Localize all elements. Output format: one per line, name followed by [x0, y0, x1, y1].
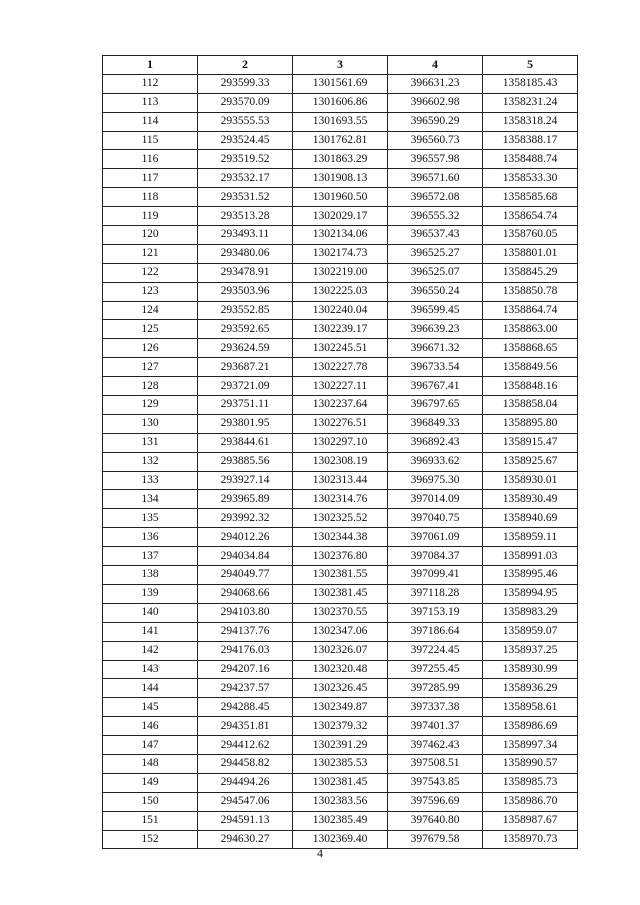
table-cell: 1358997.34 — [483, 736, 578, 755]
table-cell: 1302227.78 — [293, 358, 388, 377]
table-cell: 1358983.29 — [483, 603, 578, 622]
table-cell: 294176.03 — [198, 641, 293, 660]
table-cell: 1358925.67 — [483, 452, 578, 471]
table-cell: 396797.65 — [388, 396, 483, 415]
table-cell: 397596.69 — [388, 792, 483, 811]
table-cell: 1358990.57 — [483, 754, 578, 773]
table-row — [103, 112, 578, 131]
table-row — [103, 736, 578, 755]
table-cell: 1358849.56 — [483, 358, 578, 377]
table-cell: 293493.11 — [198, 226, 293, 245]
table-cell: 396975.30 — [388, 471, 483, 490]
table-cell: 397099.41 — [388, 566, 483, 585]
table-cell: 1358864.74 — [483, 301, 578, 320]
table-cell: 397224.45 — [388, 641, 483, 660]
table-row — [103, 131, 578, 150]
table-row — [103, 263, 578, 282]
table-cell: 1302379.32 — [293, 717, 388, 736]
table-cell: 1358585.68 — [483, 188, 578, 207]
table-cell: 294458.82 — [198, 754, 293, 773]
table-cell: 293570.09 — [198, 93, 293, 112]
table-cell: 143 — [103, 660, 198, 679]
table-row — [103, 811, 578, 830]
table-cell: 1358987.67 — [483, 811, 578, 830]
table-cell: 1301908.13 — [293, 169, 388, 188]
table-cell: 1302370.55 — [293, 603, 388, 622]
table-cell: 1302237.64 — [293, 396, 388, 415]
table-body — [103, 74, 578, 849]
table-cell: 1301693.55 — [293, 112, 388, 131]
table-cell: 293992.32 — [198, 509, 293, 528]
table-row — [103, 339, 578, 358]
table-header — [103, 56, 578, 75]
table-cell: 294049.77 — [198, 566, 293, 585]
table-row — [103, 509, 578, 528]
table-cell: 293532.17 — [198, 169, 293, 188]
table-cell: 397153.19 — [388, 603, 483, 622]
table-row — [103, 660, 578, 679]
table-cell: 129 — [103, 396, 198, 415]
table-cell: 135 — [103, 509, 198, 528]
table-cell: 293513.28 — [198, 207, 293, 226]
table-cell: 1302376.80 — [293, 547, 388, 566]
table-cell: 293885.56 — [198, 452, 293, 471]
table-row — [103, 754, 578, 773]
table-cell: 1358970.73 — [483, 830, 578, 849]
table-row — [103, 566, 578, 585]
table-cell: 396599.45 — [388, 301, 483, 320]
table-cell: 396572.08 — [388, 188, 483, 207]
table-cell: 1302383.56 — [293, 792, 388, 811]
table-cell: 293624.59 — [198, 339, 293, 358]
table-cell: 139 — [103, 584, 198, 603]
table-cell: 117 — [103, 169, 198, 188]
table-cell: 151 — [103, 811, 198, 830]
table-cell: 397640.80 — [388, 811, 483, 830]
table-row — [103, 169, 578, 188]
table-cell: 1301561.69 — [293, 74, 388, 93]
table-cell: 1358845.29 — [483, 263, 578, 282]
table-row — [103, 320, 578, 339]
table-cell: 1302029.17 — [293, 207, 388, 226]
table-cell: 293721.09 — [198, 377, 293, 396]
column-header-2: 2 — [198, 56, 293, 75]
table-cell: 1302314.76 — [293, 490, 388, 509]
table-cell: 1358858.04 — [483, 396, 578, 415]
table-cell: 397061.09 — [388, 528, 483, 547]
table-cell: 125 — [103, 320, 198, 339]
table-cell: 1302381.45 — [293, 773, 388, 792]
table-row — [103, 679, 578, 698]
table-cell: 1358915.47 — [483, 433, 578, 452]
table-row — [103, 433, 578, 452]
table-cell: 396639.23 — [388, 320, 483, 339]
table-cell: 294207.16 — [198, 660, 293, 679]
table-cell: 1358930.01 — [483, 471, 578, 490]
table-cell: 1302313.44 — [293, 471, 388, 490]
table-cell: 1302227.11 — [293, 377, 388, 396]
table-cell: 294012.26 — [198, 528, 293, 547]
table-cell: 137 — [103, 547, 198, 566]
table-cell: 1358994.95 — [483, 584, 578, 603]
table-cell: 397462.43 — [388, 736, 483, 755]
table-cell: 396767.41 — [388, 377, 483, 396]
table-cell: 293801.95 — [198, 414, 293, 433]
table-cell: 396557.98 — [388, 150, 483, 169]
table-cell: 396631.23 — [388, 74, 483, 93]
table-cell: 1302325.52 — [293, 509, 388, 528]
table-cell: 1358654.74 — [483, 207, 578, 226]
table-cell: 145 — [103, 698, 198, 717]
table-cell: 294288.45 — [198, 698, 293, 717]
table-cell: 128 — [103, 377, 198, 396]
table-cell: 138 — [103, 566, 198, 585]
table-cell: 114 — [103, 112, 198, 131]
table-cell: 1358985.73 — [483, 773, 578, 792]
table-cell: 1358850.78 — [483, 282, 578, 301]
table-row — [103, 641, 578, 660]
table-row — [103, 188, 578, 207]
table-cell: 1302134.06 — [293, 226, 388, 245]
table-cell: 1302369.40 — [293, 830, 388, 849]
table-cell: 396537.43 — [388, 226, 483, 245]
table-row — [103, 452, 578, 471]
column-header-3: 3 — [293, 56, 388, 75]
table-cell: 293503.96 — [198, 282, 293, 301]
table-cell: 1302174.73 — [293, 244, 388, 263]
table-cell: 294351.81 — [198, 717, 293, 736]
table-cell: 293478.91 — [198, 263, 293, 282]
table-cell: 396849.33 — [388, 414, 483, 433]
table-cell: 136 — [103, 528, 198, 547]
table-cell: 1302385.49 — [293, 811, 388, 830]
table-cell: 396525.27 — [388, 244, 483, 263]
table-cell: 397337.38 — [388, 698, 483, 717]
table-cell: 1358986.70 — [483, 792, 578, 811]
table-cell: 121 — [103, 244, 198, 263]
table-cell: 293844.61 — [198, 433, 293, 452]
table-cell: 294103.80 — [198, 603, 293, 622]
table-cell: 124 — [103, 301, 198, 320]
table-cell: 397255.45 — [388, 660, 483, 679]
table-cell: 396560.73 — [388, 131, 483, 150]
table-row — [103, 622, 578, 641]
table-cell: 132 — [103, 452, 198, 471]
table-row — [103, 414, 578, 433]
coordinates-table — [102, 55, 578, 849]
table-cell: 397508.51 — [388, 754, 483, 773]
table-cell: 294591.13 — [198, 811, 293, 830]
table-row — [103, 528, 578, 547]
table-cell: 113 — [103, 93, 198, 112]
table-row — [103, 584, 578, 603]
table-cell: 149 — [103, 773, 198, 792]
table-cell: 397401.37 — [388, 717, 483, 736]
table-cell: 1302385.53 — [293, 754, 388, 773]
table-cell: 293519.52 — [198, 150, 293, 169]
column-header-1: 1 — [103, 56, 198, 75]
table-row — [103, 244, 578, 263]
table-row — [103, 773, 578, 792]
table-cell: 293524.45 — [198, 131, 293, 150]
column-header-4: 4 — [388, 56, 483, 75]
table-cell: 293555.53 — [198, 112, 293, 131]
table-cell: 1302320.48 — [293, 660, 388, 679]
table-cell: 1302219.00 — [293, 263, 388, 282]
table-cell: 147 — [103, 736, 198, 755]
table-cell: 1302391.29 — [293, 736, 388, 755]
table-row — [103, 150, 578, 169]
table-cell: 1358801.01 — [483, 244, 578, 263]
table-cell: 1358488.74 — [483, 150, 578, 169]
table-cell: 396550.24 — [388, 282, 483, 301]
table-cell: 131 — [103, 433, 198, 452]
table-cell: 1302347.06 — [293, 622, 388, 641]
table-cell: 1302326.45 — [293, 679, 388, 698]
table-cell: 293599.33 — [198, 74, 293, 93]
table-cell: 116 — [103, 150, 198, 169]
table-cell: 115 — [103, 131, 198, 150]
table-cell: 1302276.51 — [293, 414, 388, 433]
table-cell: 293965.89 — [198, 490, 293, 509]
table-cell: 396555.32 — [388, 207, 483, 226]
table-cell: 1302326.07 — [293, 641, 388, 660]
table-cell: 396602.98 — [388, 93, 483, 112]
table-cell: 133 — [103, 471, 198, 490]
table-cell: 152 — [103, 830, 198, 849]
table-cell: 1358895.80 — [483, 414, 578, 433]
table-cell: 1302240.04 — [293, 301, 388, 320]
table-cell: 119 — [103, 207, 198, 226]
table-cell: 294068.66 — [198, 584, 293, 603]
table-cell: 140 — [103, 603, 198, 622]
table-row — [103, 282, 578, 301]
table-cell: 150 — [103, 792, 198, 811]
table-cell: 1302308.19 — [293, 452, 388, 471]
table-cell: 1302381.55 — [293, 566, 388, 585]
table-cell: 122 — [103, 263, 198, 282]
table-cell: 130 — [103, 414, 198, 433]
table-row — [103, 74, 578, 93]
table-cell: 118 — [103, 188, 198, 207]
table-cell: 397186.64 — [388, 622, 483, 641]
table-cell: 397679.58 — [388, 830, 483, 849]
table-cell: 294237.57 — [198, 679, 293, 698]
table-row — [103, 358, 578, 377]
table-cell: 294137.76 — [198, 622, 293, 641]
table-cell: 396733.54 — [388, 358, 483, 377]
table-cell: 1358533.30 — [483, 169, 578, 188]
table-cell: 294034.84 — [198, 547, 293, 566]
table-cell: 294494.26 — [198, 773, 293, 792]
table-cell: 397084.37 — [388, 547, 483, 566]
table-cell: 1358848.16 — [483, 377, 578, 396]
header-row — [103, 56, 578, 75]
table-row — [103, 93, 578, 112]
table-cell: 1302245.51 — [293, 339, 388, 358]
table-cell: 120 — [103, 226, 198, 245]
table-cell: 112 — [103, 74, 198, 93]
table-cell: 1358930.99 — [483, 660, 578, 679]
table-cell: 1358959.11 — [483, 528, 578, 547]
table-row — [103, 490, 578, 509]
table-row — [103, 226, 578, 245]
table-cell: 1358185.43 — [483, 74, 578, 93]
table-cell: 126 — [103, 339, 198, 358]
table-row — [103, 547, 578, 566]
table-cell: 397040.75 — [388, 509, 483, 528]
table-cell: 396933.62 — [388, 452, 483, 471]
table-cell: 1358940.69 — [483, 509, 578, 528]
table-cell: 123 — [103, 282, 198, 301]
table-cell: 127 — [103, 358, 198, 377]
table-cell: 396571.60 — [388, 169, 483, 188]
table-cell: 1358958.61 — [483, 698, 578, 717]
table-row — [103, 301, 578, 320]
table-cell: 1358986.69 — [483, 717, 578, 736]
table-cell: 396525.07 — [388, 263, 483, 282]
table-cell: 1302381.45 — [293, 584, 388, 603]
table-cell: 396671.32 — [388, 339, 483, 358]
table-cell: 293687.21 — [198, 358, 293, 377]
table-cell: 1301863.29 — [293, 150, 388, 169]
table-cell: 293480.06 — [198, 244, 293, 263]
table-cell: 293552.85 — [198, 301, 293, 320]
column-header-5: 5 — [483, 56, 578, 75]
table-cell: 148 — [103, 754, 198, 773]
table-cell: 1358930.49 — [483, 490, 578, 509]
table-cell: 1358863.00 — [483, 320, 578, 339]
table-cell: 1358868.65 — [483, 339, 578, 358]
table-cell: 397118.28 — [388, 584, 483, 603]
table-cell: 142 — [103, 641, 198, 660]
table-cell: 397543.85 — [388, 773, 483, 792]
table-cell: 1358959.07 — [483, 622, 578, 641]
table-cell: 134 — [103, 490, 198, 509]
table-cell: 1302297.10 — [293, 433, 388, 452]
table-cell: 397285.99 — [388, 679, 483, 698]
table-cell: 1358936.29 — [483, 679, 578, 698]
table-cell: 397014.09 — [388, 490, 483, 509]
table-cell: 1302344.38 — [293, 528, 388, 547]
table-row — [103, 377, 578, 396]
table-cell: 396892.43 — [388, 433, 483, 452]
table-cell: 293531.52 — [198, 188, 293, 207]
table-row — [103, 471, 578, 490]
table-row — [103, 207, 578, 226]
table-cell: 294630.27 — [198, 830, 293, 849]
table-cell: 293592.65 — [198, 320, 293, 339]
table-cell: 141 — [103, 622, 198, 641]
table-cell: 1301762.81 — [293, 131, 388, 150]
table-cell: 293927.14 — [198, 471, 293, 490]
table-row — [103, 396, 578, 415]
table-cell: 1301960.50 — [293, 188, 388, 207]
table-row — [103, 698, 578, 717]
table-cell: 1302349.87 — [293, 698, 388, 717]
table-cell: 144 — [103, 679, 198, 698]
table-row — [103, 792, 578, 811]
table-cell: 1358388.17 — [483, 131, 578, 150]
table-row — [103, 717, 578, 736]
table-cell: 294547.06 — [198, 792, 293, 811]
table-cell: 396590.29 — [388, 112, 483, 131]
table-cell: 293751.11 — [198, 396, 293, 415]
table-cell: 1301606.86 — [293, 93, 388, 112]
table-cell: 1358991.03 — [483, 547, 578, 566]
page-number: 4 — [317, 846, 323, 860]
table-cell: 1358760.05 — [483, 226, 578, 245]
table-row — [103, 603, 578, 622]
table-cell: 1302225.03 — [293, 282, 388, 301]
table-cell: 1358318.24 — [483, 112, 578, 131]
table-cell: 146 — [103, 717, 198, 736]
table-cell: 294412.62 — [198, 736, 293, 755]
table-cell: 1358231.24 — [483, 93, 578, 112]
table-cell: 1358995.46 — [483, 566, 578, 585]
table-cell: 1302239.17 — [293, 320, 388, 339]
table-cell: 1358937.25 — [483, 641, 578, 660]
